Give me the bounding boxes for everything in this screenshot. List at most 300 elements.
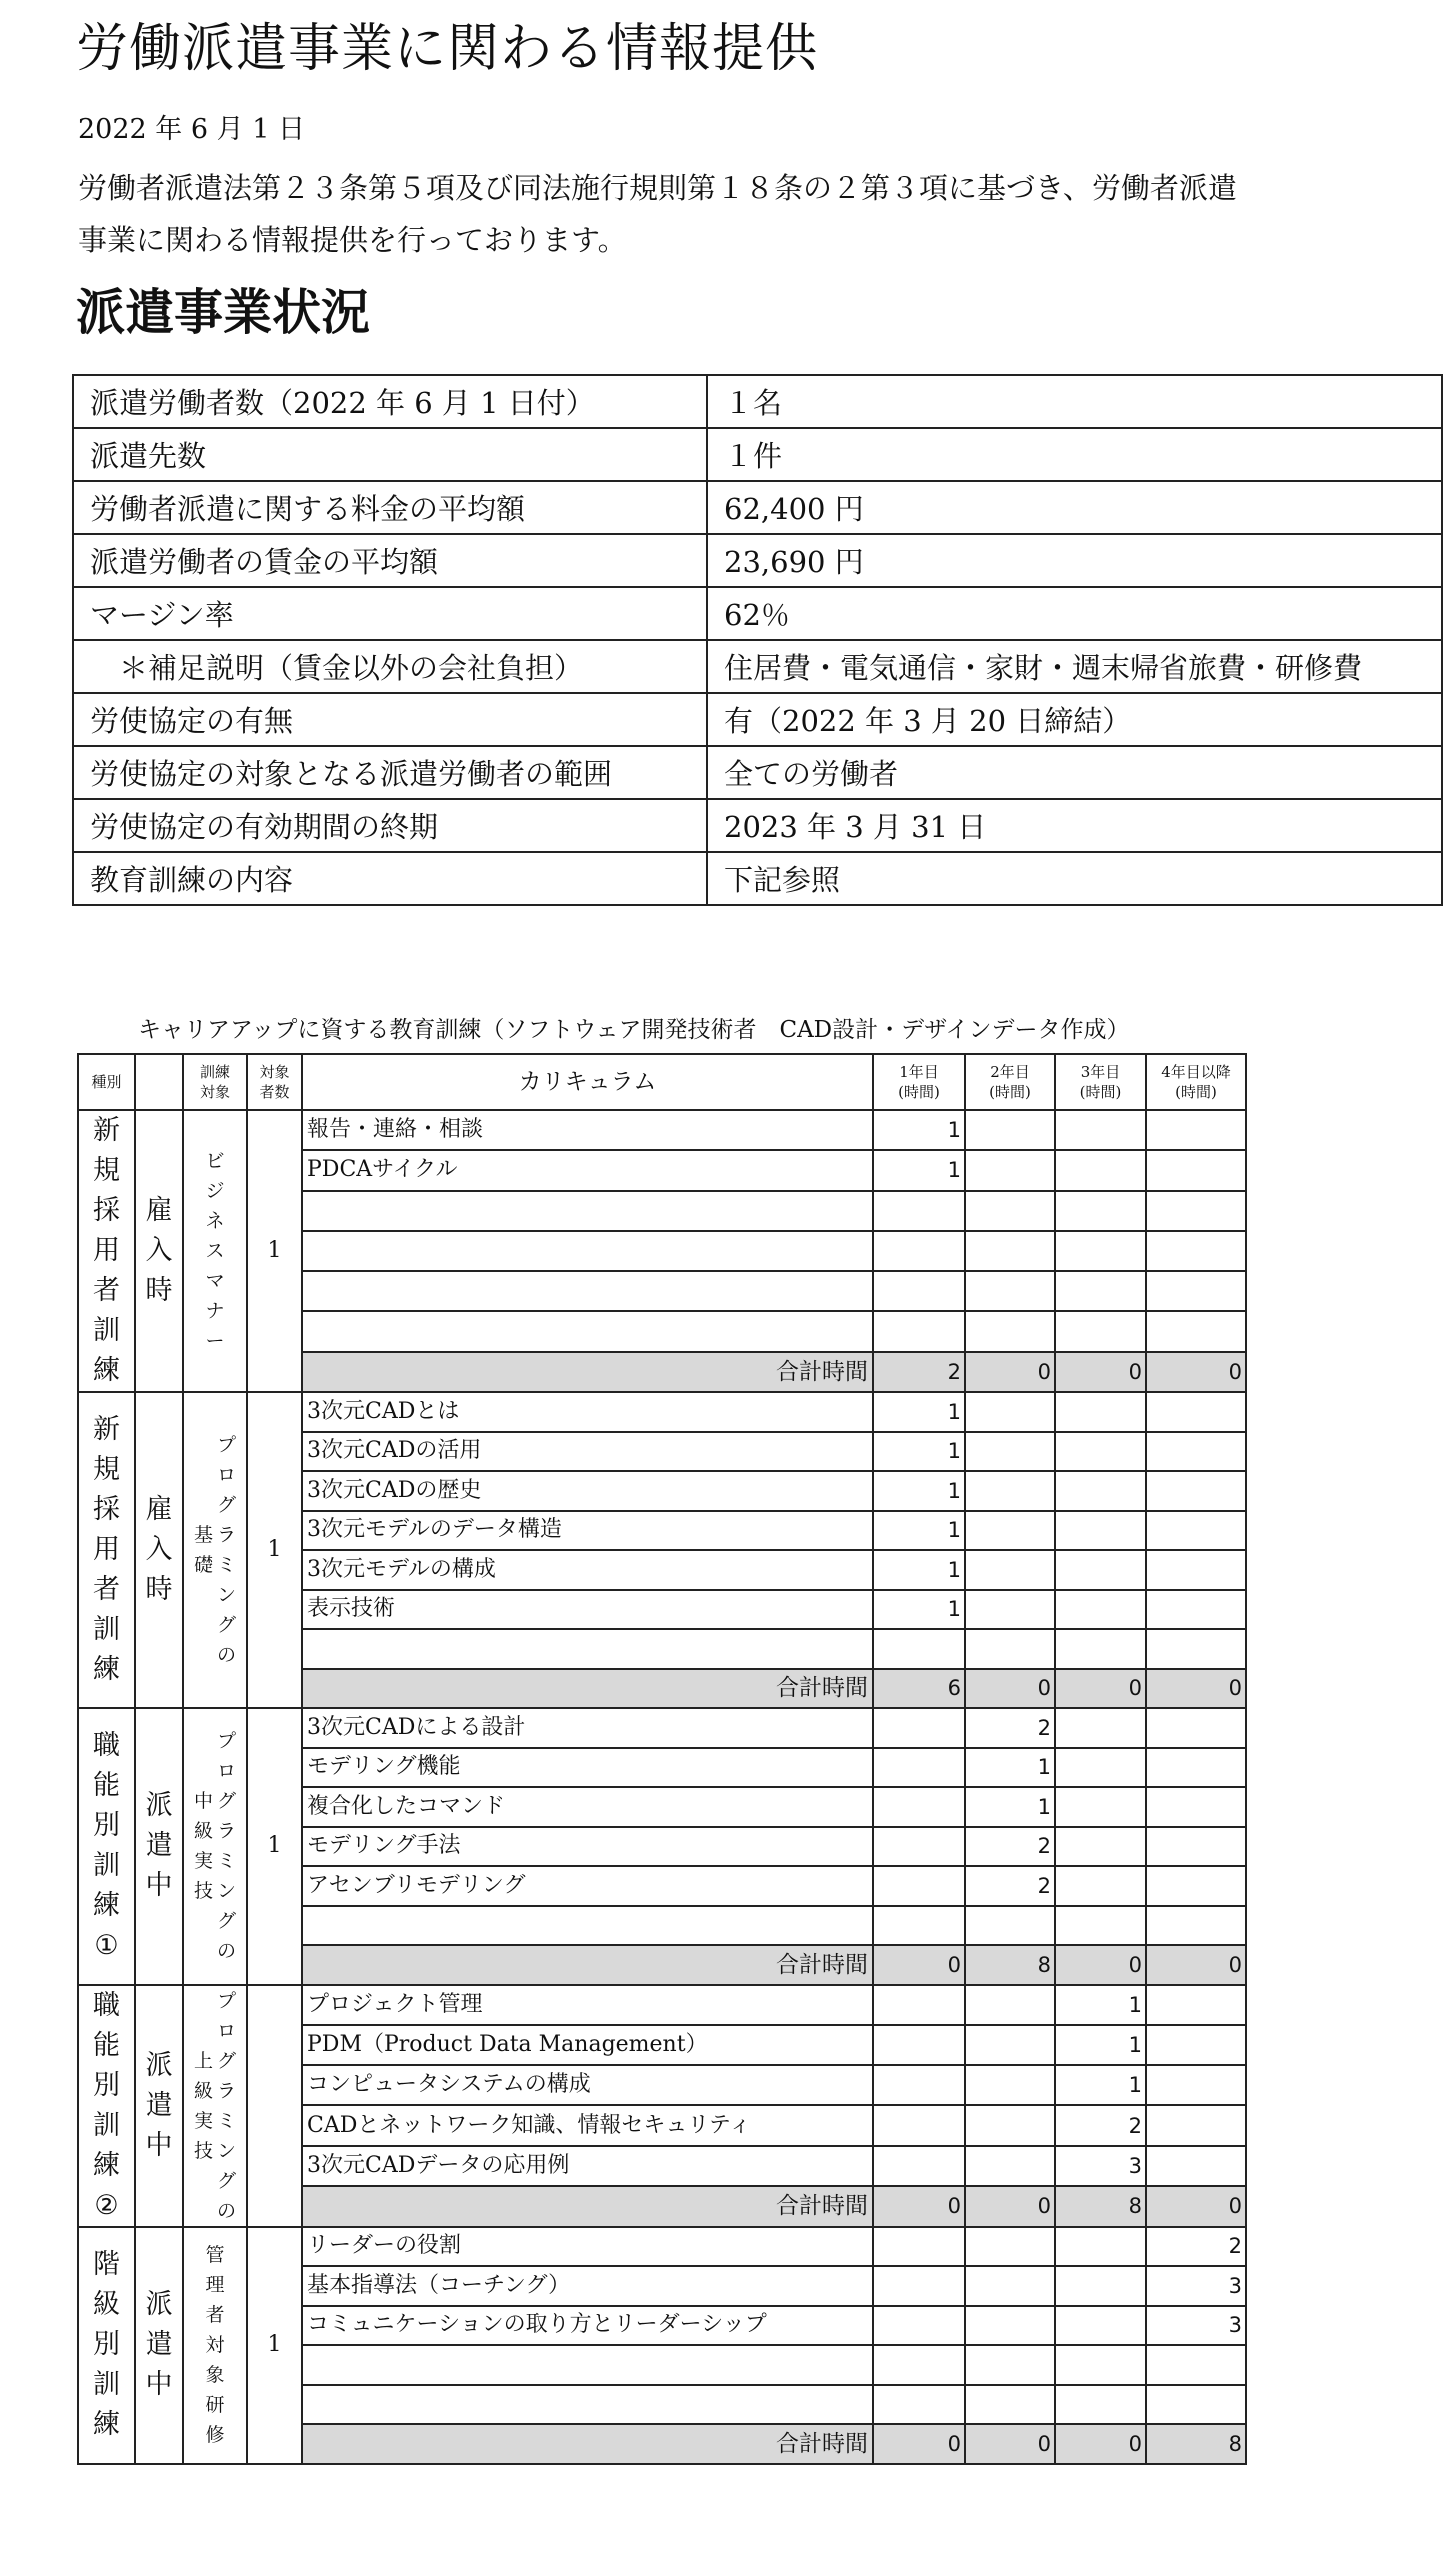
- vertical-char: ミ: [217, 1554, 237, 1576]
- training-timing-cell: [135, 1392, 183, 1708]
- hours-year1: [873, 2345, 965, 2385]
- hours-year2: [965, 2345, 1055, 2385]
- vertical-char: プ: [217, 1989, 237, 2012]
- vertical-char: 修: [205, 2424, 225, 2446]
- hours-year1: 1: [873, 1590, 965, 1630]
- hours-year4: [1146, 1985, 1246, 2025]
- hours-year3: 3: [1055, 2146, 1146, 2186]
- hours-year2: [965, 1511, 1055, 1551]
- curriculum-row: [78, 2227, 1246, 2267]
- hours-year4: [1146, 1110, 1246, 1150]
- hours-year1: [873, 2227, 965, 2267]
- publication-date: 2022 年 6 月 1 日: [78, 114, 305, 145]
- curriculum-item: リーダーの役割: [302, 2227, 873, 2267]
- vertical-char: グ: [217, 1614, 237, 1636]
- hours-year3: [1055, 2306, 1146, 2346]
- hours-year1: [873, 2266, 965, 2306]
- training-count-cell: [247, 1985, 302, 2227]
- training-header-row: [78, 1054, 1246, 1110]
- vertical-char: 雇: [145, 1195, 173, 1226]
- hours-year2: [965, 2266, 1055, 2306]
- vertical-char: 研: [205, 2394, 225, 2416]
- vertical-char: 採: [93, 1195, 120, 1226]
- curriculum-item: 3次元CADの活用: [302, 1432, 873, 1472]
- training-target-cell: [183, 1392, 247, 1708]
- section-title: 派遣事業状況: [76, 284, 371, 341]
- vertical-char: ー: [205, 1330, 225, 1352]
- curriculum-item: PDCAサイクル: [302, 1150, 873, 1190]
- intro-line: 労働者派遣法第２３条第５項及び同法施行規則第１８条の２第３項に基づき、労働者派遣: [78, 171, 1237, 205]
- hours-year1: [873, 1629, 965, 1669]
- vertical-char: 管: [205, 2244, 225, 2266]
- hours-year1: [873, 1827, 965, 1867]
- total-label: 合計時間: [302, 2424, 873, 2464]
- hours-year3: [1055, 2227, 1146, 2267]
- hours-year1: [873, 1906, 965, 1946]
- vertical-char: 階: [93, 2249, 120, 2280]
- curriculum-item: アセンブリモデリング: [302, 1866, 873, 1906]
- total-year2: 8: [965, 1945, 1055, 1985]
- header-year2: 2年目 (時間): [965, 1054, 1055, 1110]
- hours-year2: [965, 2385, 1055, 2425]
- header-count: 対象 者数: [247, 1054, 302, 1110]
- hours-year4: [1146, 1827, 1246, 1867]
- hours-year1: 1: [873, 1110, 965, 1150]
- hours-year2: [965, 1906, 1055, 1946]
- vertical-char: ナ: [205, 1300, 225, 1322]
- vertical-char: ミ: [217, 2109, 237, 2132]
- hours-year1: [873, 2385, 965, 2425]
- hours-year1: 1: [873, 1150, 965, 1190]
- status-row: [73, 587, 1442, 640]
- training-timing-cell: [135, 2227, 183, 2464]
- hours-year1: [873, 1748, 965, 1788]
- training-count-cell: 1: [247, 2227, 302, 2464]
- vertical-char: 能: [93, 2029, 120, 2061]
- vertical-char: グ: [217, 1494, 237, 1516]
- curriculum-item: 3次元CADとは: [302, 1392, 873, 1432]
- total-year4: 8: [1146, 2424, 1246, 2464]
- hours-year3: [1055, 1471, 1146, 1511]
- status-value: 下記参照: [707, 852, 1442, 905]
- hours-year1: [873, 1311, 965, 1351]
- hours-year3: [1055, 1629, 1146, 1669]
- vertical-char: ロ: [217, 1760, 237, 1783]
- vertical-char: 礎: [193, 1554, 213, 1576]
- vertical-char: ン: [217, 1584, 237, 1606]
- vertical-char: の: [217, 1940, 237, 1963]
- hours-year4: 2: [1146, 2227, 1246, 2267]
- hours-year1: [873, 1866, 965, 1906]
- hours-year3: 2: [1055, 2105, 1146, 2145]
- hours-year4: [1146, 1432, 1246, 1472]
- status-label: 派遣労働者数（2022 年 6 月 1 日付）: [73, 375, 707, 428]
- hours-year2: [965, 1629, 1055, 1669]
- vertical-char: ネ: [205, 1210, 225, 1232]
- header-type: 種別: [78, 1054, 135, 1110]
- total-year4: 0: [1146, 1352, 1246, 1392]
- hours-year1: [873, 1231, 965, 1271]
- header-timing: [135, 1054, 183, 1110]
- total-label: 合計時間: [302, 1669, 873, 1709]
- curriculum-item: プロジェクト管理: [302, 1985, 873, 2025]
- hours-year1: 1: [873, 1392, 965, 1432]
- curriculum-item: [302, 2385, 873, 2425]
- hours-year3: [1055, 1550, 1146, 1590]
- hours-year1: [873, 2065, 965, 2105]
- hours-year2: [965, 1311, 1055, 1351]
- vertical-char: 新: [93, 1115, 120, 1146]
- vertical-char: 採: [93, 1494, 120, 1525]
- vertical-char: 訓: [93, 1614, 120, 1645]
- header-curriculum: カリキュラム: [302, 1054, 873, 1110]
- vertical-char: 理: [205, 2274, 225, 2296]
- vertical-char: 中: [145, 1870, 173, 1902]
- training-type-cell: [78, 1392, 135, 1708]
- vertical-char: 遣: [145, 2329, 173, 2360]
- vertical-char: 別: [93, 1810, 120, 1842]
- hours-year2: [965, 1471, 1055, 1511]
- vertical-char: グ: [217, 1910, 237, 1933]
- status-label: 派遣労働者の賃金の平均額: [73, 534, 707, 587]
- hours-year3: [1055, 1432, 1146, 1472]
- status-value: １件: [707, 428, 1442, 481]
- vertical-char: 級: [93, 2289, 120, 2320]
- training-type-cell: [78, 1110, 135, 1392]
- hours-year4: [1146, 2385, 1246, 2425]
- curriculum-item: 基本指導法（コーチング）: [302, 2266, 873, 2306]
- hours-year2: 2: [965, 1708, 1055, 1748]
- hours-year3: [1055, 2266, 1146, 2306]
- curriculum-item: [302, 1271, 873, 1311]
- vertical-char: 入: [145, 1534, 173, 1565]
- hours-year2: [965, 2025, 1055, 2065]
- vertical-char: ロ: [217, 1464, 237, 1486]
- hours-year4: [1146, 1392, 1246, 1432]
- curriculum-item: [302, 1231, 873, 1271]
- status-value: 62％: [707, 587, 1442, 640]
- total-year1: 0: [873, 2424, 965, 2464]
- intro-line: 事業に関わる情報提供を行っております。: [78, 223, 627, 257]
- curriculum-item: [302, 1311, 873, 1351]
- vertical-char: 用: [93, 1534, 120, 1565]
- vertical-char: 者: [93, 1574, 120, 1605]
- status-value: 全ての労働者: [707, 746, 1442, 799]
- hours-year4: [1146, 1590, 1246, 1630]
- hours-year1: 1: [873, 1471, 965, 1511]
- vertical-char: 基: [193, 1524, 213, 1546]
- training-target-cell: [183, 1708, 247, 1985]
- vertical-char: 訓: [93, 2109, 120, 2141]
- total-year3: 8: [1055, 2186, 1146, 2226]
- training-timing-cell: [135, 1985, 183, 2227]
- hours-year4: [1146, 1311, 1246, 1351]
- total-label: 合計時間: [302, 1945, 873, 1985]
- status-label: ＊補足説明（賃金以外の会社負担）: [73, 640, 707, 693]
- hours-year4: [1146, 1708, 1246, 1748]
- vertical-char: 技: [193, 2139, 213, 2162]
- hours-year3: [1055, 1906, 1146, 1946]
- total-year4: 0: [1146, 1945, 1246, 1985]
- vertical-char: 職: [93, 1730, 120, 1762]
- hours-year4: [1146, 2105, 1246, 2145]
- header-year3: 3年目 (時間): [1055, 1054, 1146, 1110]
- total-year1: 6: [873, 1669, 965, 1709]
- vertical-char: 練: [93, 2149, 120, 2181]
- vertical-char: 練: [93, 2409, 120, 2440]
- page-title: 労働派遣事業に関わる情報提供: [76, 19, 819, 79]
- vertical-char: ビ: [205, 1150, 225, 1172]
- curriculum-row: [78, 1708, 1246, 1748]
- status-row: [73, 746, 1442, 799]
- curriculum-item: コミュニケーションの取り方とリーダーシップ: [302, 2306, 873, 2346]
- hours-year3: [1055, 1271, 1146, 1311]
- curriculum-row: [78, 1985, 1246, 2025]
- curriculum-item: 3次元CADデータの応用例: [302, 2146, 873, 2186]
- vertical-char: 別: [93, 2329, 120, 2360]
- status-label: 労働者派遣に関する料金の平均額: [73, 481, 707, 534]
- hours-year3: [1055, 1150, 1146, 1190]
- hours-year3: [1055, 1311, 1146, 1351]
- vertical-char: ミ: [217, 1850, 237, 1873]
- vertical-char: 派: [145, 2289, 173, 2320]
- vertical-char: 練: [93, 1890, 120, 1922]
- vertical-char: 技: [193, 1880, 213, 1903]
- curriculum-item: [302, 1629, 873, 1669]
- vertical-char: 中: [193, 1790, 213, 1813]
- hours-year4: [1146, 1271, 1246, 1311]
- curriculum-item: 報告・連絡・相談: [302, 1110, 873, 1150]
- total-year3: 0: [1055, 1352, 1146, 1392]
- status-row: [73, 534, 1442, 587]
- vertical-char: プ: [217, 1434, 237, 1456]
- status-value: 62,400 円: [707, 481, 1442, 534]
- curriculum-item: [302, 1906, 873, 1946]
- hours-year4: [1146, 1150, 1246, 1190]
- hours-year3: [1055, 1590, 1146, 1630]
- vertical-char: 級: [193, 2079, 213, 2102]
- hours-year2: [965, 1590, 1055, 1630]
- vertical-char: 規: [93, 1155, 120, 1186]
- training-count-cell: 1: [247, 1392, 302, 1708]
- vertical-char: 訓: [93, 1850, 120, 1882]
- curriculum-item: モデリング機能: [302, 1748, 873, 1788]
- hours-year2: [965, 1231, 1055, 1271]
- hours-year3: [1055, 1866, 1146, 1906]
- vertical-char: ス: [205, 1240, 225, 1262]
- hours-year2: [965, 1392, 1055, 1432]
- training-caption: キャリアアップに資する教育訓練（ソフトウェア開発技術者 CAD設計・デザインデータ作成）: [138, 1017, 1130, 1043]
- total-label: 合計時間: [302, 2186, 873, 2226]
- hours-year2: 1: [965, 1748, 1055, 1788]
- status-label: 労使協定の対象となる派遣労働者の範囲: [73, 746, 707, 799]
- vertical-char: マ: [205, 1270, 225, 1292]
- vertical-char: 新: [93, 1414, 120, 1445]
- training-count-cell: 1: [247, 1110, 302, 1392]
- curriculum-item: 複合化したコマンド: [302, 1787, 873, 1827]
- hours-year4: [1146, 1511, 1246, 1551]
- hours-year4: [1146, 1231, 1246, 1271]
- hours-year1: [873, 1787, 965, 1827]
- hours-year2: [965, 2306, 1055, 2346]
- curriculum-item: PDM（Product Data Management）: [302, 2025, 873, 2065]
- vertical-char: ジ: [205, 1180, 225, 1202]
- hours-year1: 1: [873, 1550, 965, 1590]
- hours-year1: [873, 2146, 965, 2186]
- vertical-char: 能: [93, 1770, 120, 1802]
- total-year1: 0: [873, 1945, 965, 1985]
- vertical-char: の: [217, 1644, 237, 1666]
- hours-year3: [1055, 2345, 1146, 2385]
- vertical-char: 級: [193, 1820, 213, 1843]
- hours-year1: [873, 2306, 965, 2346]
- vertical-char: 実: [193, 2109, 213, 2132]
- vertical-char: 用: [93, 1235, 120, 1266]
- hours-year2: [965, 1110, 1055, 1150]
- hours-year4: 3: [1146, 2306, 1246, 2346]
- hours-year2: [965, 2227, 1055, 2267]
- hours-year2: [965, 1191, 1055, 1231]
- vertical-char: 象: [205, 2364, 225, 2386]
- total-year2: 0: [965, 1669, 1055, 1709]
- vertical-char: グ: [217, 1790, 237, 1813]
- total-year1: 2: [873, 1352, 965, 1392]
- training-timing-cell: [135, 1708, 183, 1985]
- dispatch-status-table: [72, 374, 1443, 906]
- hours-year4: [1146, 1748, 1246, 1788]
- total-year3: 0: [1055, 2424, 1146, 2464]
- status-label: 労使協定の有無: [73, 693, 707, 746]
- hours-year4: [1146, 1471, 1246, 1511]
- vertical-char: の: [217, 2199, 237, 2222]
- status-value: 住居費・電気通信・家財・週末帰省旅費・研修費: [707, 640, 1442, 693]
- status-value: 有（2022 年 3 月 20 日締結）: [707, 693, 1442, 746]
- vertical-char: 時: [145, 1574, 173, 1605]
- hours-year1: [873, 1191, 965, 1231]
- vertical-char: 訓: [93, 2369, 120, 2400]
- hours-year2: [965, 1550, 1055, 1590]
- total-label: 合計時間: [302, 1352, 873, 1392]
- hours-year3: 1: [1055, 1985, 1146, 2025]
- vertical-char: プ: [217, 1730, 237, 1753]
- status-row: [73, 428, 1442, 481]
- hours-year4: [1146, 1191, 1246, 1231]
- total-year4: 0: [1146, 2186, 1246, 2226]
- vertical-char: 別: [93, 2069, 120, 2101]
- curriculum-item: CADとネットワーク知識、情報セキュリティ: [302, 2105, 873, 2145]
- hours-year2: [965, 2105, 1055, 2145]
- status-row: [73, 799, 1442, 852]
- vertical-char: グ: [217, 2049, 237, 2072]
- hours-year2: 2: [965, 1866, 1055, 1906]
- hours-year2: [965, 1150, 1055, 1190]
- vertical-char: 上: [193, 2049, 213, 2072]
- hours-year1: 1: [873, 1432, 965, 1472]
- curriculum-item: 3次元CADの歴史: [302, 1471, 873, 1511]
- hours-year2: [965, 2065, 1055, 2105]
- total-year2: 0: [965, 2424, 1055, 2464]
- vertical-char: 遣: [145, 1830, 173, 1862]
- hours-year2: [965, 1271, 1055, 1311]
- hours-year3: 1: [1055, 2065, 1146, 2105]
- vertical-char: 訓: [93, 1315, 120, 1346]
- curriculum-item: 3次元モデルのデータ構造: [302, 1511, 873, 1551]
- status-label: 派遣先数: [73, 428, 707, 481]
- vertical-char: ラ: [217, 1820, 237, 1843]
- hours-year3: [1055, 1511, 1146, 1551]
- header-year1: 1年目 (時間): [873, 1054, 965, 1110]
- vertical-char: 者: [205, 2304, 225, 2326]
- total-year3: 0: [1055, 1669, 1146, 1709]
- curriculum-item: [302, 1191, 873, 1231]
- curriculum-item: 3次元モデルの構成: [302, 1550, 873, 1590]
- training-count-cell: 1: [247, 1708, 302, 1985]
- total-year3: 0: [1055, 1945, 1146, 1985]
- vertical-char: 入: [145, 1235, 173, 1266]
- hours-year4: [1146, 2065, 1246, 2105]
- training-type-cell: [78, 1985, 135, 2227]
- vertical-char: ン: [217, 1880, 237, 1903]
- training-type-cell: [78, 2227, 135, 2464]
- total-year2: 0: [965, 2186, 1055, 2226]
- training-type-cell: [78, 1708, 135, 1985]
- hours-year3: [1055, 1191, 1146, 1231]
- vertical-char: ②: [94, 2189, 119, 2221]
- vertical-char: 派: [145, 2049, 173, 2081]
- curriculum-item: 表示技術: [302, 1590, 873, 1630]
- hours-year3: [1055, 2385, 1146, 2425]
- hours-year1: [873, 1985, 965, 2025]
- training-target-cell: [183, 2227, 247, 2464]
- vertical-char: 中: [145, 2369, 173, 2400]
- status-label: マージン率: [73, 587, 707, 640]
- hours-year4: [1146, 1906, 1246, 1946]
- vertical-char: 中: [145, 2129, 173, 2161]
- hours-year4: [1146, 1866, 1246, 1906]
- hours-year3: [1055, 1392, 1146, 1432]
- vertical-char: 雇: [145, 1494, 173, 1525]
- vertical-char: 規: [93, 1454, 120, 1485]
- hours-year1: [873, 1271, 965, 1311]
- status-value: 23,690 円: [707, 534, 1442, 587]
- hours-year2: [965, 1985, 1055, 2025]
- hours-year1: 1: [873, 1511, 965, 1551]
- training-target-cell: [183, 1985, 247, 2227]
- hours-year2: 2: [965, 1827, 1055, 1867]
- status-row: [73, 640, 1442, 693]
- hours-year1: [873, 2025, 965, 2065]
- status-row: [73, 375, 1442, 428]
- hours-year3: [1055, 1827, 1146, 1867]
- vertical-char: 練: [93, 1355, 120, 1386]
- vertical-char: 職: [93, 1989, 120, 2021]
- status-value: 2023 年 3 月 31 日: [707, 799, 1442, 852]
- header-target: 訓練 対象: [183, 1054, 247, 1110]
- intro-text: [78, 162, 1378, 266]
- hours-year1: [873, 1708, 965, 1748]
- hours-year3: 1: [1055, 2025, 1146, 2065]
- vertical-char: グ: [217, 2169, 237, 2192]
- hours-year4: [1146, 1787, 1246, 1827]
- vertical-char: 実: [193, 1850, 213, 1873]
- vertical-char: ラ: [217, 2079, 237, 2102]
- curriculum-item: コンピュータシステムの構成: [302, 2065, 873, 2105]
- curriculum-item: [302, 2345, 873, 2385]
- vertical-char: ①: [94, 1930, 119, 1962]
- curriculum-item: モデリング手法: [302, 1827, 873, 1867]
- total-year4: 0: [1146, 1669, 1246, 1709]
- training-timing-cell: [135, 1110, 183, 1392]
